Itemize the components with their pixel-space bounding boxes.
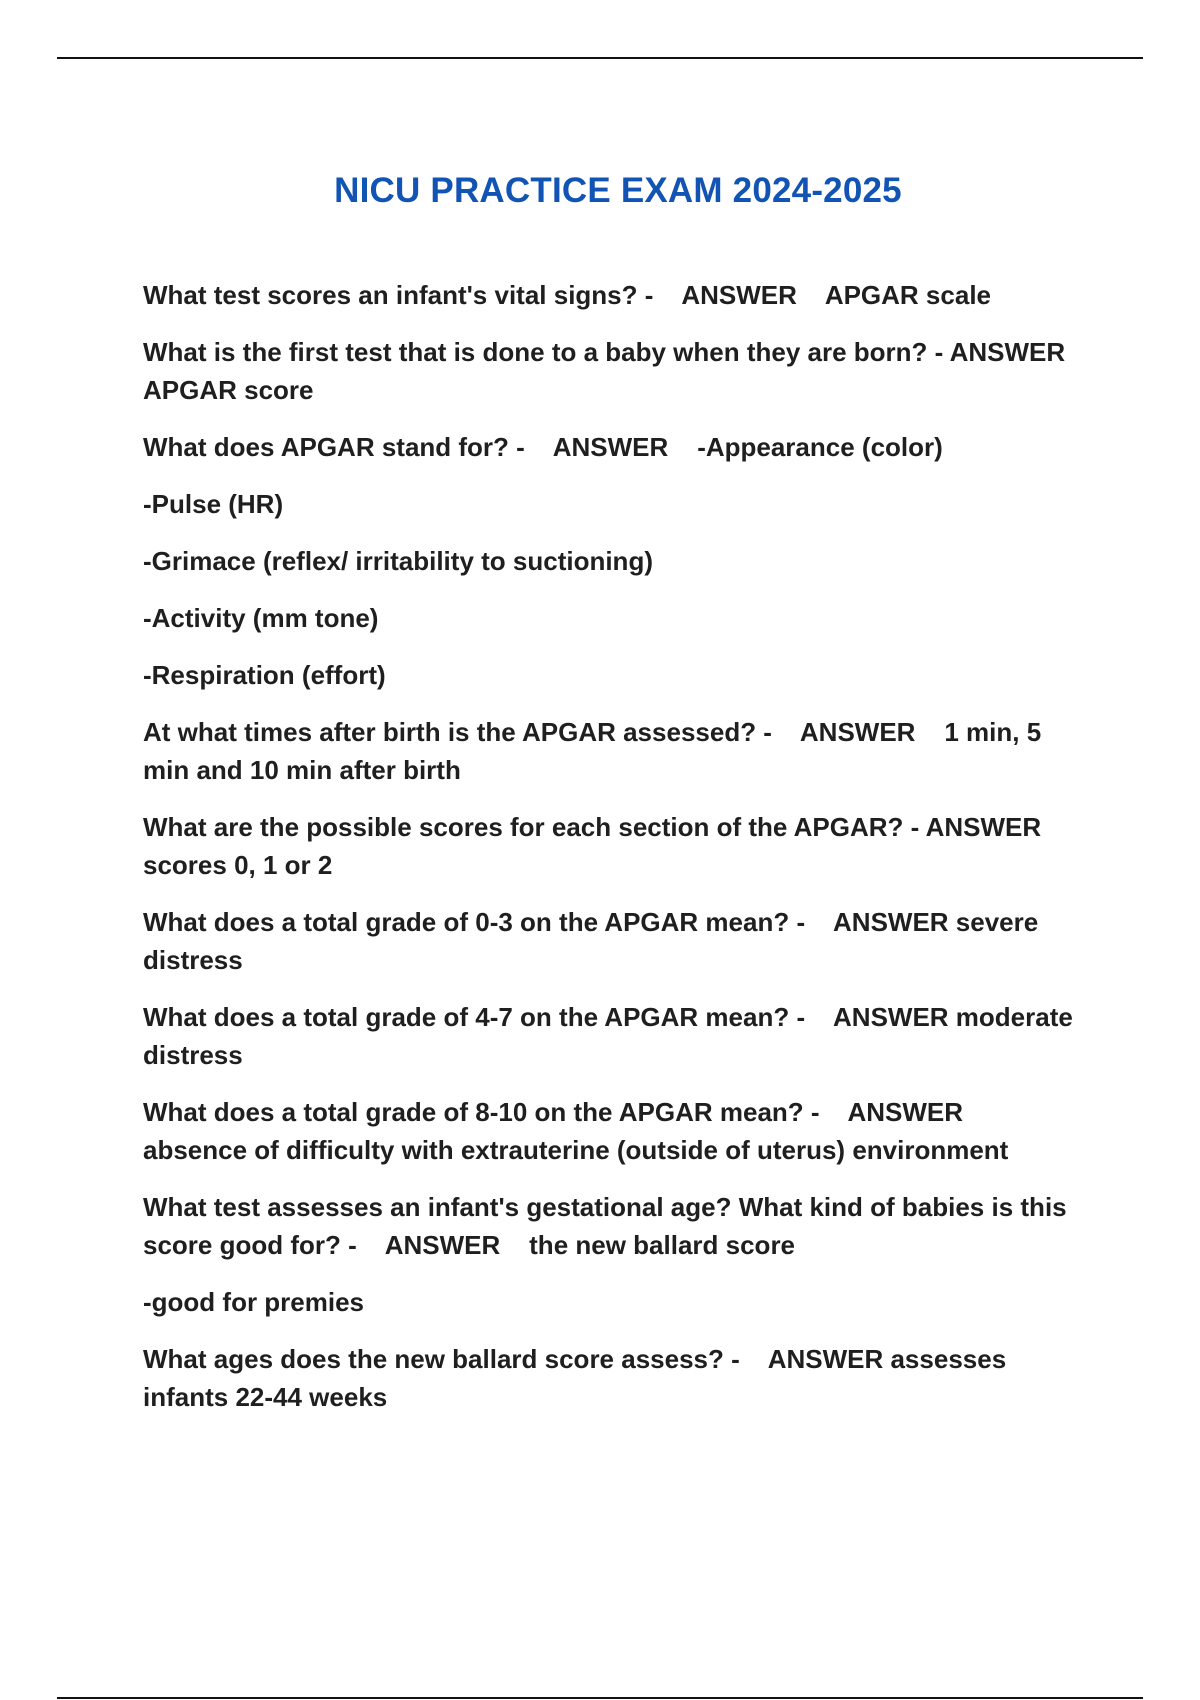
qa-paragraph: What does a total grade of 4-7 on the APGAR mean? - ANSWER moderate distress xyxy=(143,1002,1081,1070)
header-rule xyxy=(57,57,1143,59)
qa-paragraph: -Activity (mm tone) xyxy=(143,603,379,633)
qa-paragraph: -Grimace (reflex/ irritability to suctioning) xyxy=(143,546,653,576)
qa-content xyxy=(143,276,1094,1435)
qa-paragraph: What does APGAR stand for? - ANSWER -Appearance (color) xyxy=(143,432,943,462)
qa-paragraph: -good for premies xyxy=(143,1287,365,1317)
qa-paragraph: What does a total grade of 0-3 on the APGAR mean? - ANSWER severe distress xyxy=(143,907,1046,975)
qa-paragraph: -Pulse (HR) xyxy=(143,489,284,519)
footer-rule xyxy=(57,1697,1143,1699)
qa-paragraph: What is the first test that is done to a baby when they are born? - ANSWER APGAR score xyxy=(143,337,1094,405)
qa-paragraph: At what times after birth is the APGAR assessed? - ANSWER 1 min, 5 min and 10 min after birth xyxy=(143,717,1049,785)
qa-paragraph: What test assesses an infant's gestational age? What kind of babies is this score good for? - ANSWER the new ballard score xyxy=(143,1192,1074,1260)
qa-paragraph: What test scores an infant's vital signs? - ANSWER APGAR scale xyxy=(143,280,991,310)
qa-paragraph: What ages does the new ballard score assess? - ANSWER assesses infants 22-44 weeks xyxy=(143,1344,1014,1412)
qa-paragraph: What are the possible scores for each section of the APGAR? - ANSWER scores 0, 1 or 2 xyxy=(143,812,1071,880)
qa-paragraph: -Respiration (effort) xyxy=(143,660,386,690)
qa-paragraph: What does a total grade of 8-10 on the APGAR mean? - ANSWER absence of difficulty with extrauterine (outside of uterus) environment xyxy=(143,1097,1009,1165)
document-title: NICU PRACTICE EXAM 2024-2025 xyxy=(334,171,902,211)
